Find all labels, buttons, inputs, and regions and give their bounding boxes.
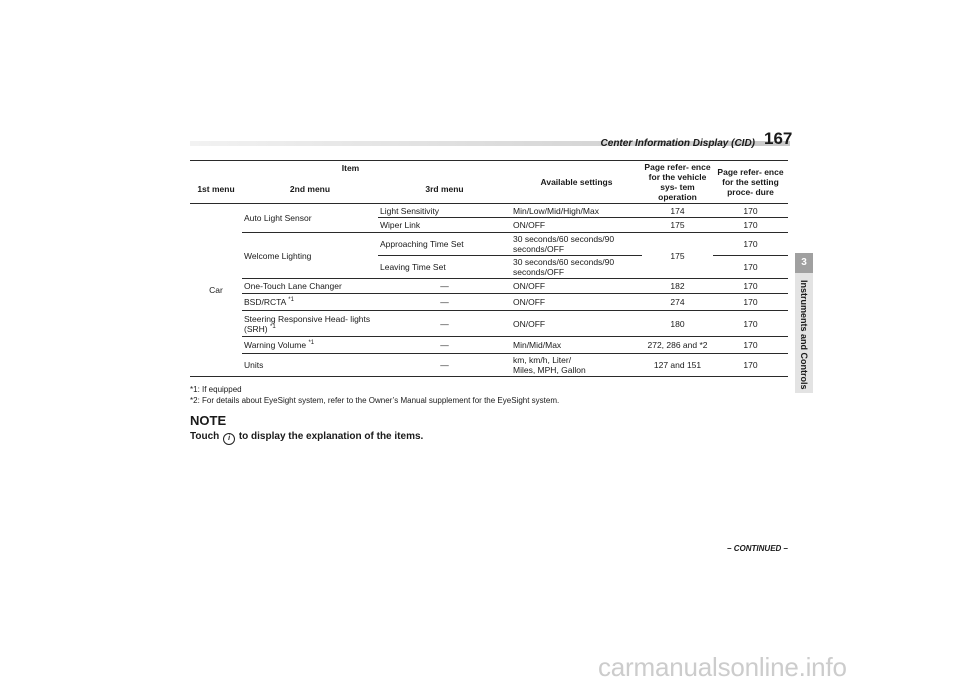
ref-setting-cell: 170 — [713, 311, 788, 337]
second-menu-cell — [242, 294, 378, 311]
ref-vehicle-cell: 127 and 151 — [642, 354, 713, 377]
third-menu-cell: Wiper Link — [378, 218, 511, 233]
second-menu-cell: One-Touch Lane Changer — [242, 279, 378, 294]
table-row — [190, 279, 788, 294]
third-menu-cell: — — [378, 311, 511, 337]
footnote-mark: *1 — [308, 340, 315, 347]
third-menu-cell: Light Sensitivity — [378, 204, 511, 218]
header-3rd-menu: 3rd menu — [378, 175, 511, 204]
table-row — [190, 311, 788, 337]
footnote-1: *1: If equipped — [190, 385, 242, 394]
header-2nd-menu: 2nd menu — [242, 175, 378, 204]
settings-cell: Min/Mid/Max — [511, 337, 642, 354]
ref-vehicle-cell: 274 — [642, 294, 713, 311]
ref-setting-cell: 170 — [713, 204, 788, 218]
ref-vehicle-cell: 272, 286 and *2 — [642, 337, 713, 354]
settings-line-2: Miles, MPH, Gallon — [513, 365, 586, 375]
note-text — [190, 431, 423, 445]
third-menu-cell: — — [378, 279, 511, 294]
third-menu-cell: — — [378, 354, 511, 377]
ref-setting-cell: 170 — [713, 218, 788, 233]
chapter-number-tab: 3 — [795, 253, 813, 273]
header-page-ref-setting: Page refer- ence for the setting proce- dure — [713, 161, 788, 204]
note-heading: NOTE — [190, 413, 227, 428]
settings-line-1: km, km/h, Liter/ — [513, 355, 572, 365]
header-1st-menu: 1st menu — [190, 175, 242, 204]
header-title: Center Information Display (CID) — [600, 138, 755, 149]
footnote-2: *2: For details about EyeSight system, refer to the Owner’s Manual supplement for the EyeSight system. — [190, 396, 560, 405]
ref-setting-cell: 170 — [713, 233, 788, 256]
continued-label: – CONTINUED – — [727, 544, 788, 553]
second-menu-cell — [242, 311, 378, 337]
second-menu-label: Steering Responsive Head- lights (SRH) — [244, 313, 371, 334]
settings-cell — [511, 354, 642, 377]
settings-cell: ON/OFF — [511, 218, 642, 233]
ref-vehicle-cell: 182 — [642, 279, 713, 294]
second-menu-cell: Welcome Lighting — [242, 233, 378, 279]
second-menu-cell: Auto Light Sensor — [242, 204, 378, 233]
table-row — [190, 233, 788, 256]
ref-setting-cell: 170 — [713, 279, 788, 294]
third-menu-cell: Approaching Time Set — [378, 233, 511, 256]
first-menu-car: Car — [190, 204, 242, 377]
footnote-mark: *1 — [288, 297, 294, 304]
settings-cell: 30 seconds/60 seconds/90 seconds/OFF — [511, 256, 642, 279]
ref-setting-cell: 170 — [713, 337, 788, 354]
footnotes — [190, 384, 559, 406]
ref-setting-cell: 170 — [713, 256, 788, 279]
settings-table — [190, 160, 788, 377]
watermark: carmanualsonline.info — [598, 652, 847, 682]
third-menu-cell: — — [378, 294, 511, 311]
third-menu-cell: — — [378, 337, 511, 354]
table-row — [190, 204, 788, 218]
header-page-ref-vehicle: Page refer- ence for the vehicle sys- tem operation — [642, 161, 713, 204]
info-icon: i — [223, 433, 235, 445]
settings-cell: Min/Low/Mid/High/Max — [511, 204, 642, 218]
note-text-after: to display the explanation of the items. — [238, 431, 424, 442]
table-row — [190, 337, 788, 354]
settings-cell: 30 seconds/60 seconds/90 seconds/OFF — [511, 233, 642, 256]
chapter-title: Instruments and Controls — [799, 280, 809, 390]
note-text-before: Touch — [190, 431, 220, 442]
second-menu-label: Warning Volume — [244, 340, 307, 350]
ref-vehicle-cell: 174 — [642, 204, 713, 218]
ref-setting-cell: 170 — [713, 294, 788, 311]
second-menu-cell: Units — [242, 354, 378, 377]
table-row — [190, 354, 788, 377]
third-menu-cell: Leaving Time Set — [378, 256, 511, 279]
header-item: Item — [190, 161, 511, 176]
footnote-mark: *1 — [269, 323, 276, 330]
table-row — [190, 294, 788, 311]
ref-vehicle-cell: 180 — [642, 311, 713, 337]
second-menu-label: BSD/RCTA — [244, 297, 286, 307]
ref-vehicle-cell: 175 — [642, 218, 713, 233]
ref-setting-cell: 170 — [713, 354, 788, 377]
ref-vehicle-cell: 175 — [642, 233, 713, 279]
settings-cell: ON/OFF — [511, 294, 642, 311]
page-number: 167 — [764, 129, 793, 148]
second-menu-cell — [242, 337, 378, 354]
header-available-settings: Available settings — [511, 161, 642, 204]
settings-cell: ON/OFF — [511, 311, 642, 337]
settings-cell: ON/OFF — [511, 279, 642, 294]
